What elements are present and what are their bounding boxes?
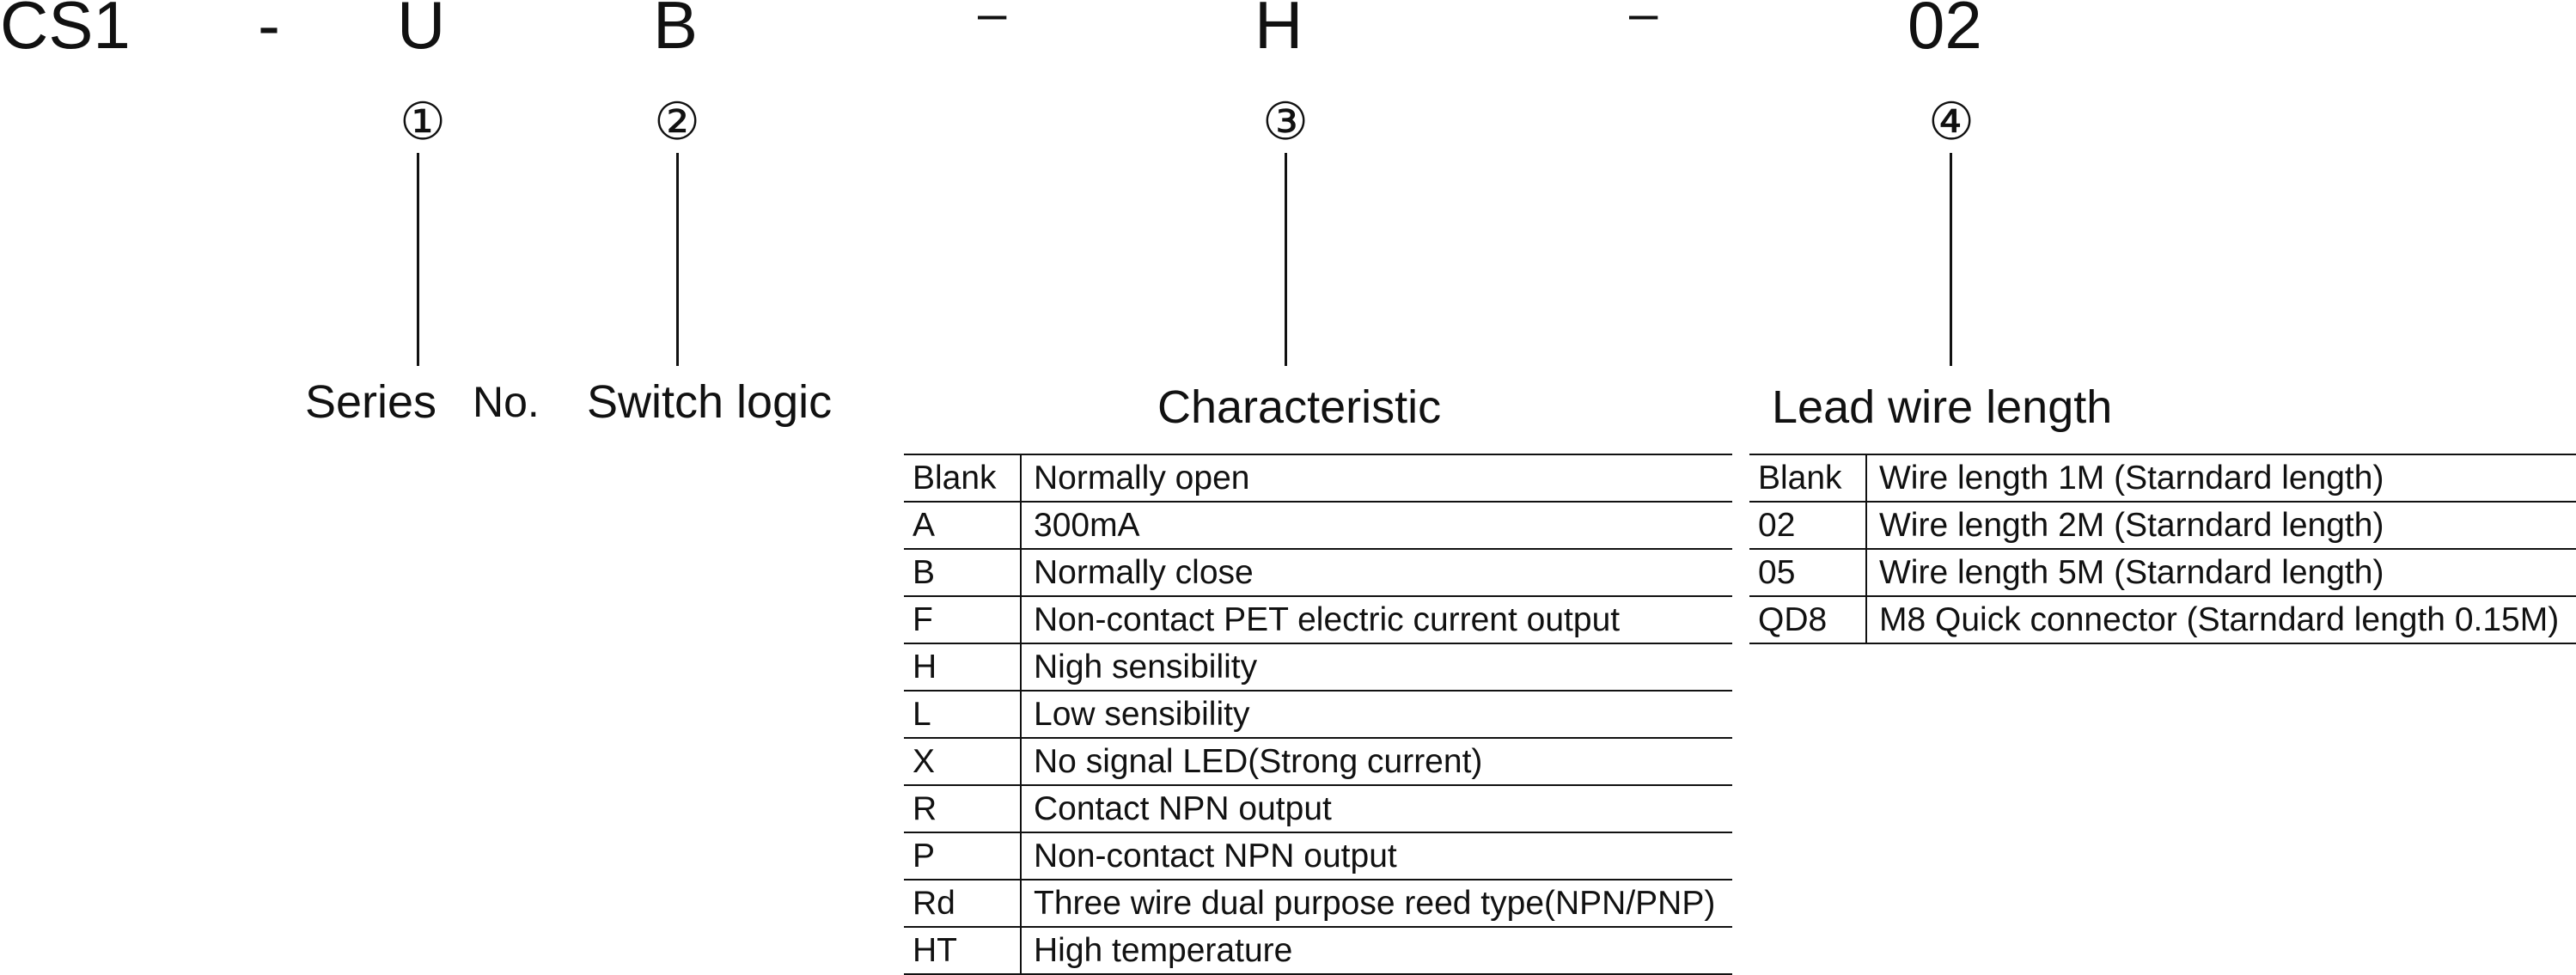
table-row: [1749, 596, 2576, 643]
table-row: [904, 502, 1732, 549]
row-description: Wire length 1M (Starndard length): [1866, 454, 2576, 502]
marker-2: [653, 93, 701, 150]
label-no: No.: [473, 378, 540, 426]
row-description: Non-contact PET electric current output: [1021, 596, 1732, 643]
row-description: Non-contact NPN output: [1021, 832, 1732, 880]
row-code: Blank: [904, 454, 1021, 502]
marker-3-text: ③: [1262, 93, 1309, 150]
marker-4: [1927, 93, 1975, 150]
row-description: Wire length 5M (Starndard length): [1866, 549, 2576, 596]
table-row: [904, 738, 1732, 785]
row-description: Normally open: [1021, 454, 1732, 502]
row-code: 05: [1749, 549, 1866, 596]
leader-line-3: [1285, 153, 1287, 366]
row-code: A: [904, 502, 1021, 549]
leader-line-4: [1950, 153, 1952, 366]
row-code: X: [904, 738, 1021, 785]
table-row: [904, 785, 1732, 832]
table-row: [904, 549, 1732, 596]
code-lead: 02: [1908, 0, 1982, 63]
row-code: QD8: [1749, 596, 1866, 643]
row-description: Wire length 2M (Starndard length): [1866, 502, 2576, 549]
table-row: [1749, 502, 2576, 549]
lead-wire-table: [1749, 454, 2576, 644]
row-code: H: [904, 643, 1021, 691]
row-description: 300mA: [1021, 502, 1732, 549]
row-code: R: [904, 785, 1021, 832]
row-code: HT: [904, 927, 1021, 974]
marker-1-text: ①: [400, 93, 446, 150]
code-separator-3: –: [1629, 0, 1658, 42]
code-logic: B: [653, 0, 699, 63]
table-row: [1749, 549, 2576, 596]
table-row: [904, 691, 1732, 738]
row-code: 02: [1749, 502, 1866, 549]
row-description: No signal LED(Strong current): [1021, 738, 1732, 785]
row-description: Contact NPN output: [1021, 785, 1732, 832]
table-row: [1749, 454, 2576, 502]
row-description: Normally close: [1021, 549, 1732, 596]
leader-line-2: [676, 153, 679, 366]
code-separator-2: –: [978, 0, 1007, 42]
row-description: Nigh sensibility: [1021, 643, 1732, 691]
code-separator-1: -: [258, 0, 280, 63]
label-characteristic: Characteristic: [1157, 381, 1442, 433]
row-description: Low sensibility: [1021, 691, 1732, 738]
table-row: [904, 927, 1732, 974]
label-series: Series: [305, 376, 437, 428]
characteristic-table: [904, 454, 1732, 975]
table-row: [904, 880, 1732, 927]
table-row: [904, 643, 1732, 691]
row-code: B: [904, 549, 1021, 596]
code-switch: U: [397, 0, 446, 63]
marker-1: [399, 93, 447, 150]
code-characteristic: H: [1254, 0, 1303, 63]
code-prefix: CS1: [0, 0, 131, 63]
table-row: [904, 454, 1732, 502]
row-description: Three wire dual purpose reed type(NPN/PNP): [1021, 880, 1732, 927]
row-description: M8 Quick connector (Starndard length 0.15M): [1866, 596, 2576, 643]
leader-line-1: [417, 153, 419, 366]
table-row: [904, 832, 1732, 880]
marker-2-text: ②: [654, 93, 700, 150]
row-code: F: [904, 596, 1021, 643]
row-code: Rd: [904, 880, 1021, 927]
table-row: [904, 596, 1732, 643]
row-description: High temperature: [1021, 927, 1732, 974]
label-switch-logic: Switch logic: [587, 376, 833, 428]
marker-4-text: ④: [1928, 93, 1975, 150]
marker-3: [1261, 93, 1309, 150]
row-code: Blank: [1749, 454, 1866, 502]
row-code: L: [904, 691, 1021, 738]
row-code: P: [904, 832, 1021, 880]
label-lead-wire-length: Lead wire length: [1772, 381, 2113, 433]
